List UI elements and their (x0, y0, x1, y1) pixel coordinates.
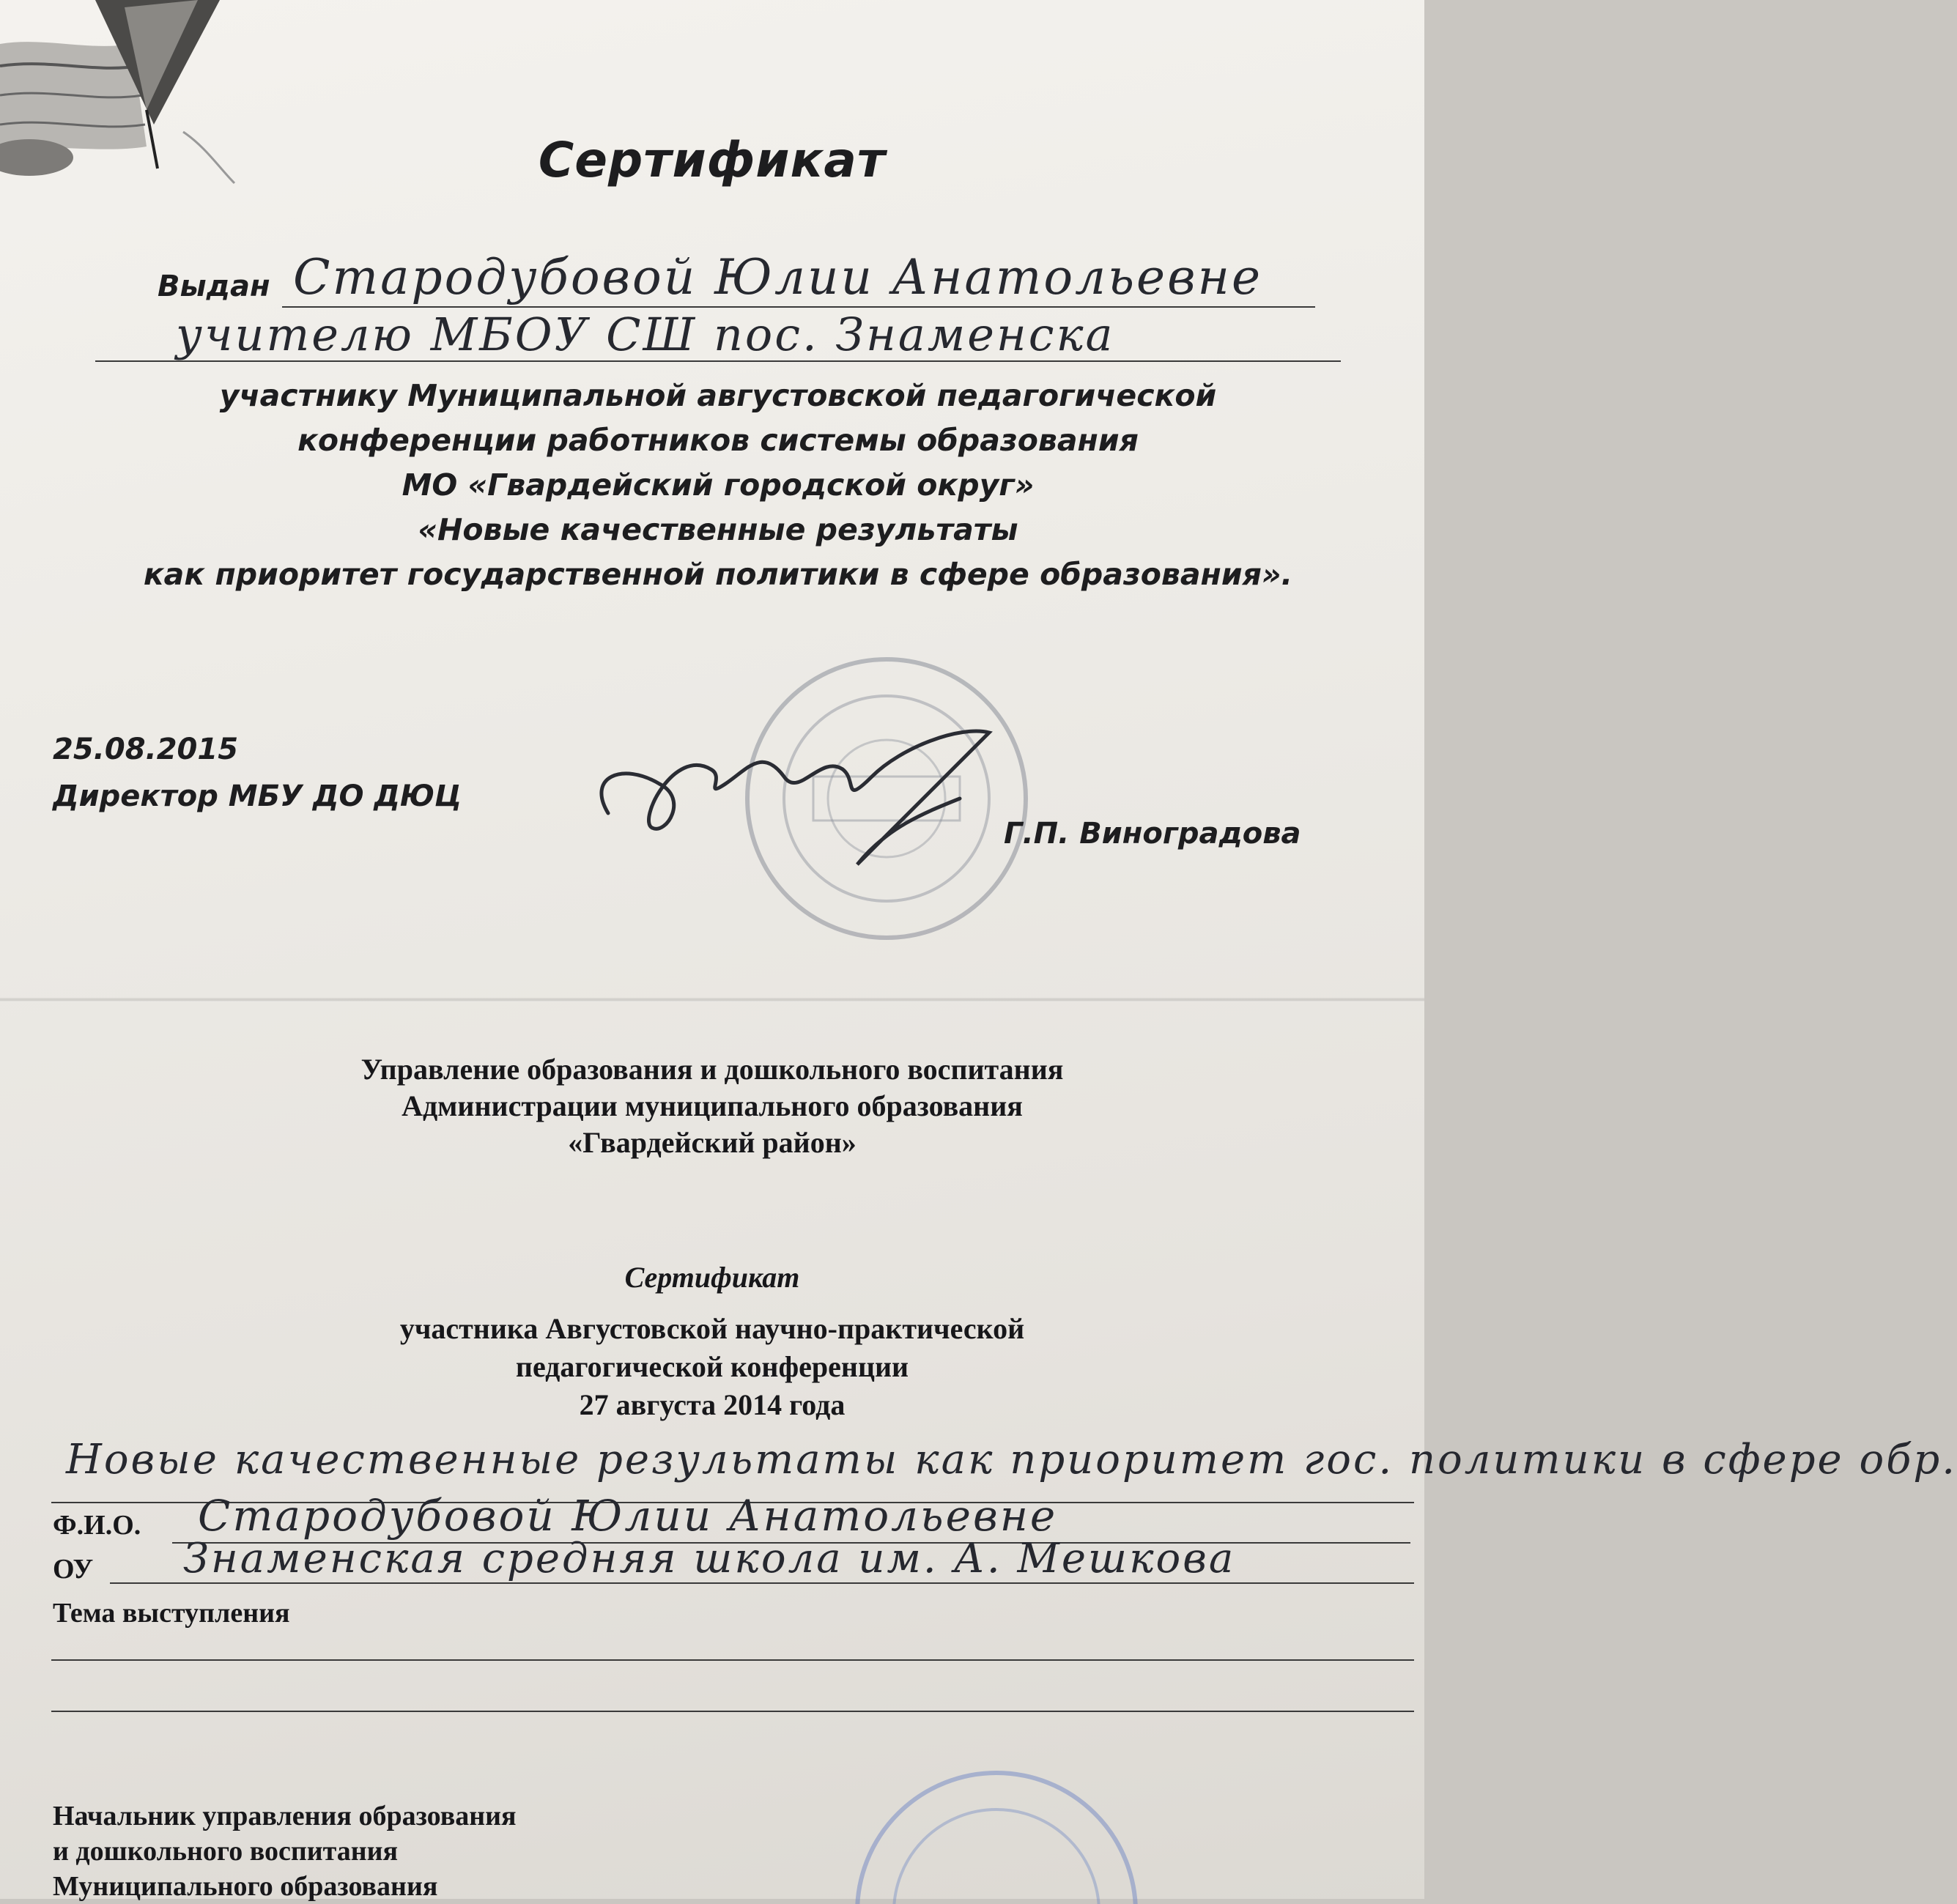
body-line: как приоритет государственной политики в сфере образования». (143, 557, 1293, 592)
issued-label: Выдан (158, 270, 270, 303)
body-line: участнику Муниципальной августовской педагогической (219, 378, 1217, 413)
ou-handwritten: Знаменская средняя школа им. А. Мешкова (183, 1535, 1236, 1582)
blank-line (51, 1659, 1414, 1661)
ou-underline (110, 1582, 1414, 1584)
subtitle-line: педагогической конференции (515, 1350, 909, 1383)
footer-line: и дошкольного воспитания (53, 1836, 399, 1867)
organization-header (0, 1051, 1424, 1161)
body-line: конференции работников системы образования (297, 423, 1139, 458)
recipient-handwritten: Стародубовой Юлии Анатольевне (293, 249, 1263, 305)
certificate2-subtitle (0, 1310, 1424, 1424)
topic-handwritten: Новые качественные результаты как приоритет гос. политики в сфере обр. (66, 1436, 1957, 1483)
ou-label: ОУ (53, 1554, 94, 1585)
subtitle-line: 27 августа 2014 года (579, 1388, 846, 1421)
blank-line (51, 1711, 1414, 1712)
certificate-date: 25.08.2015 (53, 733, 239, 766)
position-handwritten: учителю МБОУ СШ пос. Знаменска (176, 308, 1115, 361)
certificate2-title: Сертификат (624, 1261, 800, 1294)
body-line: МО «Гвардейский городской округ» (402, 467, 1035, 503)
subtitle-line: участника Августовской научно-практической (399, 1312, 1025, 1345)
director-title: Директор МБУ ДО ДЮЦ (53, 779, 462, 813)
certificate-title: Сертификат (538, 132, 887, 188)
blue-stamp (828, 1751, 1165, 1899)
director-name: Г.П. Виноградова (1004, 817, 1301, 851)
body-line: «Новые качественные результаты (418, 512, 1018, 547)
fio-label: Ф.И.О. (53, 1510, 141, 1541)
director-signature (579, 703, 1033, 879)
org-line: Управление образования и дошкольного воспитания (360, 1053, 1064, 1086)
org-line: «Гвардейский район» (568, 1126, 857, 1159)
footer-signatory (53, 1799, 517, 1904)
fio-handwritten: Стародубовой Юлии Анатольевне (198, 1491, 1058, 1541)
certificate-body (95, 374, 1341, 597)
footer-line: Муниципального образования (53, 1871, 438, 1902)
footer-line: Начальник управления образования (53, 1801, 517, 1831)
org-line: Администрации муниципального образования (402, 1089, 1023, 1122)
topic-label: Тема выступления (53, 1598, 290, 1629)
paper-fold (0, 998, 1424, 1002)
